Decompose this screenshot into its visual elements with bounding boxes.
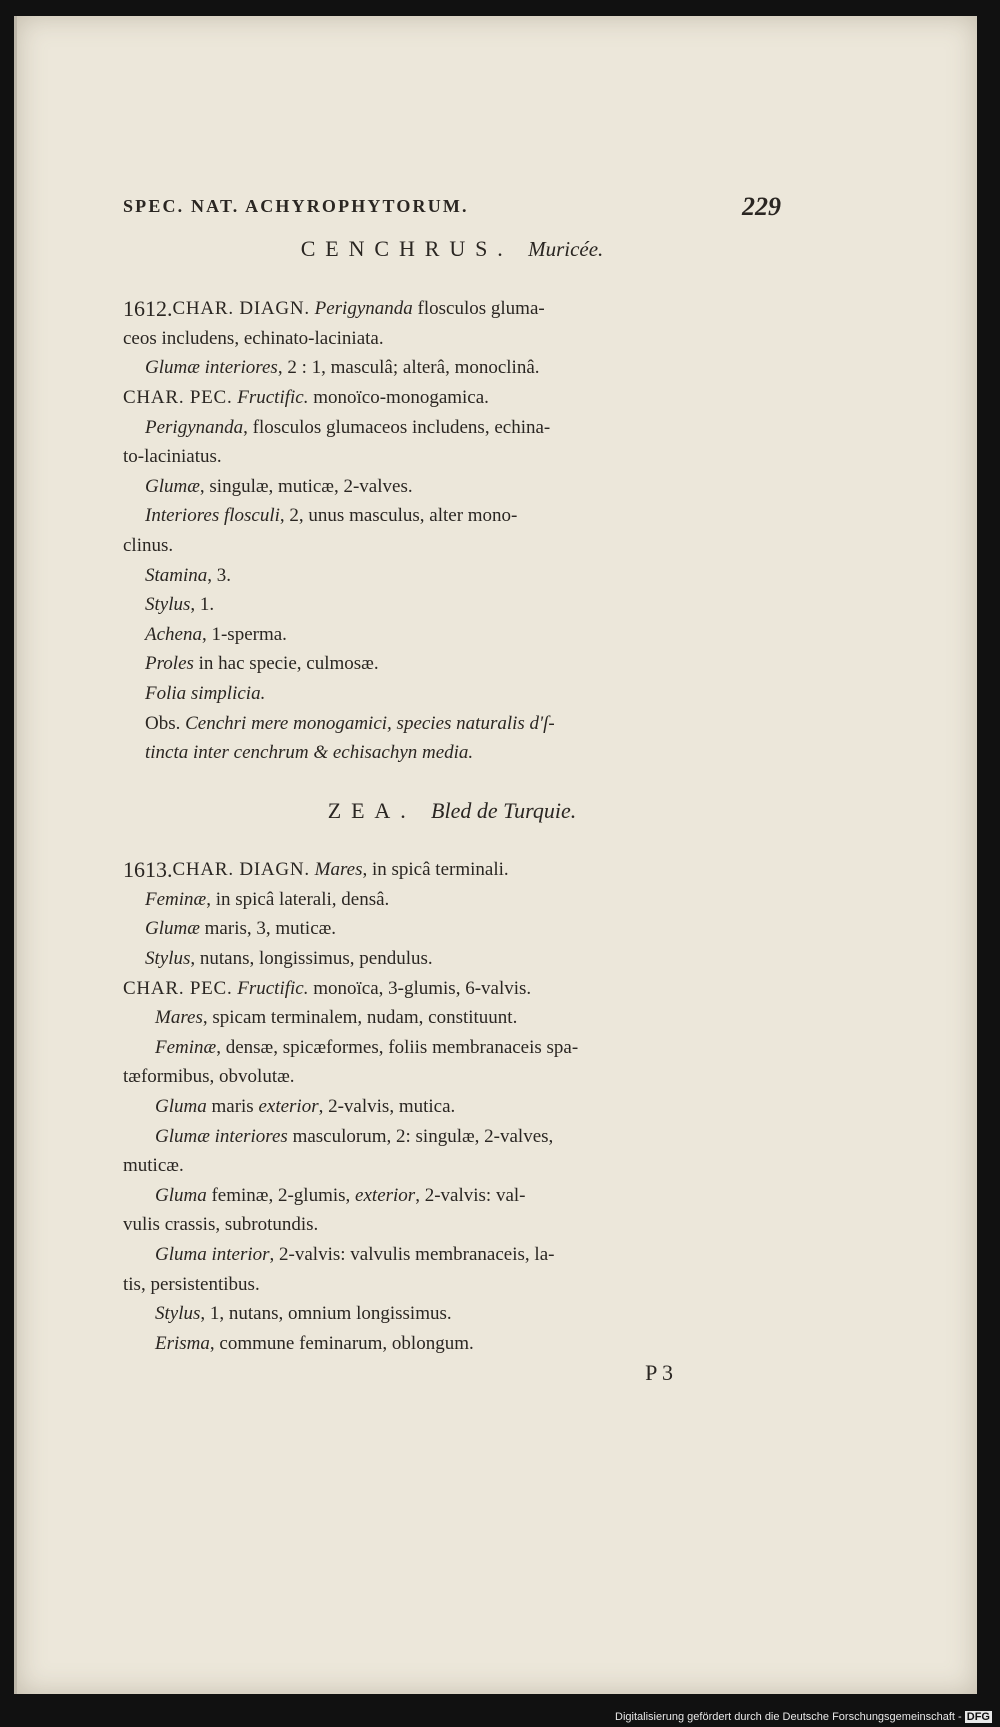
text-run: Fructific. — [232, 977, 309, 999]
text-run: , commune feminarum, oblongum. — [209, 1332, 474, 1354]
text-run: flosculos gluma- — [412, 298, 545, 320]
zea-description — [123, 855, 781, 1358]
text-run: , singulæ, muticæ, 2-valves. — [199, 475, 413, 497]
text-run: exterior — [355, 1184, 416, 1206]
text-line — [123, 1240, 781, 1270]
text-run: Glumæ — [145, 918, 200, 940]
text-line — [123, 1122, 781, 1152]
text-line — [123, 1062, 781, 1092]
text-line — [123, 1092, 781, 1122]
text-line — [123, 442, 781, 472]
text-run: Erisma — [155, 1332, 210, 1354]
text-run: , 2-valvis, mutica. — [318, 1096, 456, 1118]
text-run: Perigynanda — [145, 416, 244, 438]
text-run: feminæ, 2-glumis, — [206, 1184, 356, 1206]
entry-number: 1612. — [123, 296, 173, 322]
text-line — [123, 738, 781, 768]
text-run: exterior — [258, 1096, 319, 1118]
text-line — [123, 324, 781, 354]
text-run: , 1, nutans, omnium longissimus. — [200, 1303, 452, 1325]
text-run: maris — [206, 1096, 259, 1118]
text-line — [123, 1210, 781, 1240]
text-run: , 2-valvis: val- — [415, 1184, 526, 1206]
text-line — [123, 353, 781, 383]
text-run: Feminæ — [145, 888, 207, 910]
text-line — [123, 974, 781, 1004]
text-run: masculorum, 2: singulæ, 2-valves, — [287, 1125, 554, 1147]
text-line — [123, 561, 781, 591]
text-run: Interiores flosculi — [145, 505, 280, 527]
text-run: , 2, unus masculus, alter mono- — [279, 505, 518, 527]
text-run: Glumæ interiores — [155, 1125, 288, 1147]
text-line — [123, 649, 781, 679]
text-line — [123, 914, 781, 944]
text-run: , nutans, longissimus, pendulus. — [190, 948, 433, 970]
text-run: Glumæ — [145, 475, 200, 497]
text-run: maris, 3, muticæ. — [199, 918, 337, 940]
genus-name: ZEA. — [327, 797, 416, 823]
text-line — [123, 1329, 781, 1359]
text-run: Stylus — [155, 1303, 201, 1325]
text-line — [123, 1299, 781, 1329]
text-run: CHAR. PEC. — [123, 386, 233, 408]
text-line — [123, 413, 781, 443]
page-number: 229 — [742, 192, 781, 221]
text-run: Perigynanda — [309, 298, 413, 320]
text-block — [123, 192, 781, 1388]
text-line — [123, 1181, 781, 1211]
genus-heading-cenchrus — [123, 234, 781, 265]
genus-heading-zea — [123, 796, 781, 826]
text-run: Fructific. — [232, 386, 309, 408]
text-line — [123, 855, 781, 885]
french-name: Bled de Turquie. — [431, 797, 577, 823]
text-run: , in spicâ terminali. — [362, 859, 509, 881]
text-run: , densæ, spicæformes, foliis membranaceis spa- — [216, 1036, 579, 1058]
book-page — [14, 16, 977, 1694]
text-run: ceos includens, echinato-laciniata. — [123, 327, 384, 349]
text-line — [123, 620, 781, 650]
text-run: tincta inter cenchrum & echisachyn media. — [145, 742, 474, 764]
text-run: Gluma — [155, 1184, 207, 1206]
text-run: vulis crassis, subrotundis. — [123, 1214, 319, 1236]
text-run: , 1-sperma. — [201, 623, 287, 645]
text-run: in hac specie, culmosæ. — [193, 653, 379, 675]
text-run: monoïco-monogamica. — [308, 386, 489, 408]
credit-text: Digitalisierung gefördert durch die Deutsche Forschungsgemeinschaft - — [615, 1711, 962, 1723]
text-run: , in spicâ laterali, densâ. — [206, 888, 390, 910]
text-line — [123, 383, 781, 413]
text-line — [123, 590, 781, 620]
text-line — [123, 1270, 781, 1300]
text-line — [123, 944, 781, 974]
text-run: CHAR. PEC. — [123, 977, 233, 999]
running-head-title: SPEC. NAT. ACHYROPHYTORUM. — [123, 196, 469, 216]
text-run: Obs. — [145, 712, 186, 734]
text-run: clinus. — [123, 534, 174, 556]
text-run: Glumæ interiores — [145, 357, 278, 379]
text-run: Cenchri mere monogamici, species naturalis d'ſ- — [185, 712, 555, 734]
text-line — [123, 1033, 781, 1063]
entry-number: 1613. — [123, 857, 173, 883]
text-run: Stylus — [145, 594, 191, 616]
text-line — [123, 501, 781, 531]
text-line — [123, 1151, 781, 1181]
cenchrus-description — [123, 294, 781, 768]
text-run: , 3. — [207, 564, 232, 586]
text-run: tis, persistentibus. — [123, 1273, 260, 1295]
text-run: , 1. — [190, 594, 215, 616]
digitization-credit — [615, 1711, 992, 1723]
text-line — [123, 679, 781, 709]
french-name: Muricée. — [528, 236, 604, 261]
text-run: , flosculos glumaceos includens, echina- — [243, 416, 551, 438]
text-run: CHAR. DIAGN. — [172, 859, 310, 881]
text-run: Achena — [145, 623, 202, 645]
text-run: Gluma — [155, 1096, 207, 1118]
text-run: to-laciniatus. — [123, 446, 222, 468]
text-run: Mares — [309, 859, 363, 881]
text-run: CHAR. DIAGN. — [172, 298, 310, 320]
text-run: Folia simplicia. — [145, 682, 266, 704]
text-run: muticæ. — [123, 1155, 184, 1177]
text-line — [123, 1003, 781, 1033]
text-line — [123, 472, 781, 502]
text-run: Mares — [155, 1007, 203, 1029]
text-line — [123, 709, 781, 739]
text-run: Stylus — [145, 948, 191, 970]
text-run: monoïca, 3-glumis, 6-valvis. — [308, 977, 532, 999]
dfg-logo: DFG — [966, 1711, 990, 1723]
text-run: , spicam terminalem, nudam, constituunt. — [202, 1007, 518, 1029]
running-head — [123, 192, 781, 222]
text-run: Proles — [145, 653, 194, 675]
text-run: , 2-valvis: valvulis membranaceis, la- — [269, 1244, 555, 1265]
text-run: tæformibus, obvolutæ. — [123, 1066, 295, 1088]
text-run: Stamina — [145, 564, 208, 586]
genus-name: CENCHRUS. — [300, 235, 513, 261]
signature-mark: P 3 — [645, 1360, 673, 1386]
text-line — [123, 531, 781, 561]
text-run: Feminæ — [155, 1036, 217, 1058]
text-line — [123, 885, 781, 915]
text-line — [123, 294, 781, 324]
text-run: Gluma interior — [155, 1244, 270, 1265]
text-run: , 2 : 1, masculâ; alterâ, monoclinâ. — [277, 357, 540, 379]
